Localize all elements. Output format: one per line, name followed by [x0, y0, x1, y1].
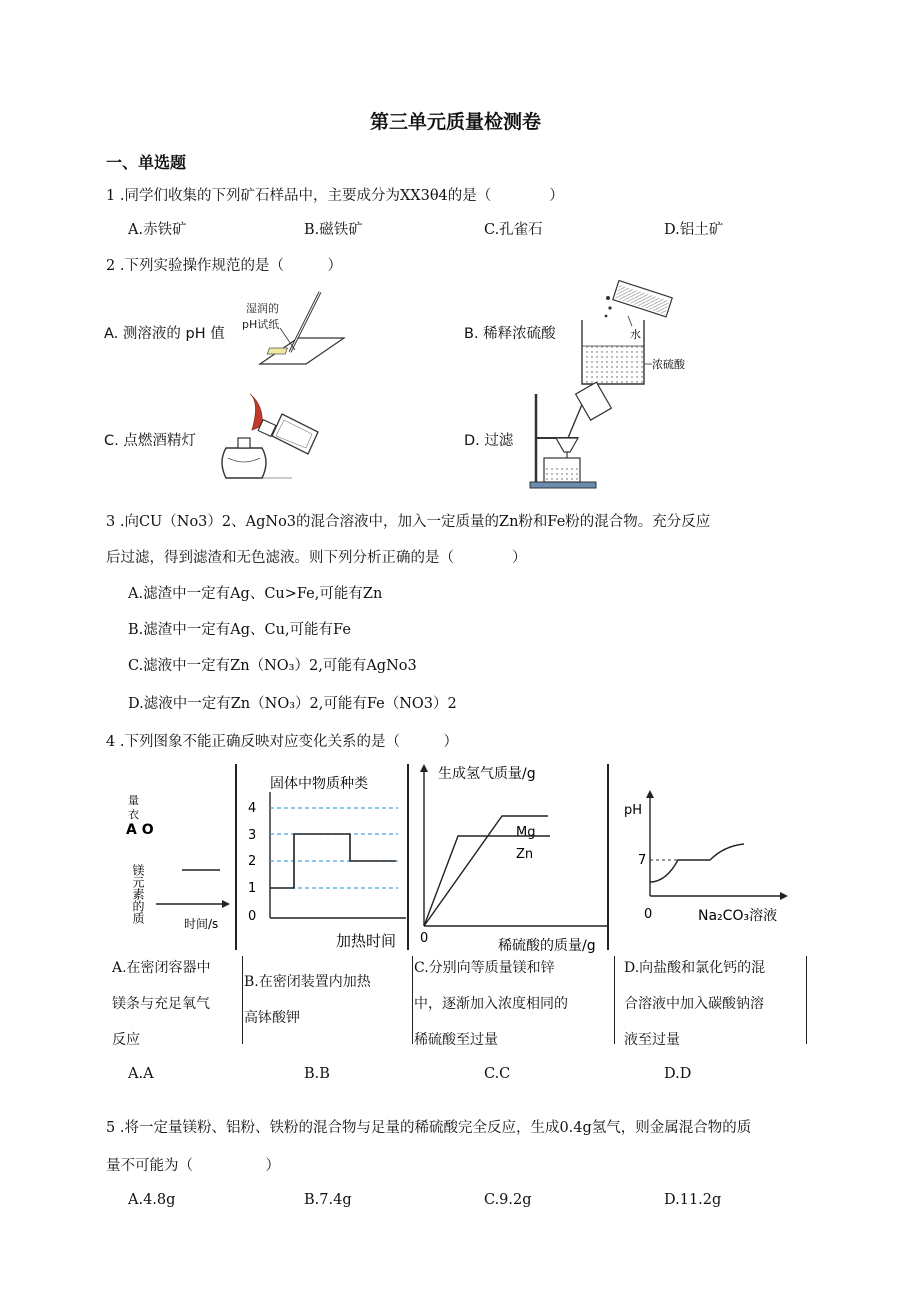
q4-stem: 4 .下列图象不能正确反映对应变化关系的是（ ） [106, 734, 458, 750]
alcohol-lamp-figure [212, 392, 330, 486]
water-label: 水 [630, 328, 641, 341]
graph-d [614, 786, 794, 934]
section-heading: 一、单选题 [106, 153, 187, 172]
caption-b [244, 964, 371, 1036]
caption-a [112, 950, 211, 1058]
graph-c-series-zn: Zn [516, 847, 534, 862]
caption-b-line: B.在密闭装置内加热 [244, 974, 371, 990]
filtration-figure [520, 382, 620, 492]
graph-d-ylabel: pH [624, 803, 643, 818]
caption-divider-4 [806, 956, 807, 1044]
graph-c-origin: 0 [420, 931, 429, 946]
q4-option-a[interactable]: A.A [128, 1066, 154, 1082]
caption-c [414, 950, 568, 1058]
q5-option-c[interactable]: C.9.2g [484, 1192, 532, 1208]
caption-c-line: 稀硫酸至过量 [414, 1032, 498, 1048]
graph-b-tick-3: 3 [248, 828, 257, 843]
graph-a-label-ao: A O [126, 822, 154, 838]
q3-stem-line2: 后过滤，得到滤渣和无色滤液。则下列分析正确的是（ ） [106, 550, 527, 566]
graph-a-label-elem: 镁元素的质 [131, 864, 145, 924]
q1-option-b[interactable]: B.磁铁矿 [304, 222, 363, 238]
divider-3 [607, 764, 609, 950]
graph-b-ylabel: 固体中物质种类 [270, 776, 368, 792]
caption-d-line: 液至过量 [624, 1032, 680, 1048]
graph-a-label-mid: 衣 [128, 808, 139, 821]
q5-option-b[interactable]: B.7.4g [304, 1192, 352, 1208]
caption-c-line: C.分别向等质量镁和锌 [414, 960, 555, 976]
q1-stem: 1 .同学们收集的下列矿石样品中，主要成分为XX3θ4的是（ ） [106, 188, 564, 204]
q2-option-b[interactable]: B. 稀释浓硫酸 [464, 326, 556, 342]
divider-2 [407, 764, 409, 950]
acid-label: 浓硫酸 [652, 358, 685, 371]
graph-b-tick-0: 0 [248, 909, 257, 924]
caption-divider-3 [614, 956, 615, 1044]
graph-c-series-mg: Mg [516, 825, 536, 840]
q2-option-c[interactable]: C. 点燃酒精灯 [104, 433, 196, 449]
q1-option-d[interactable]: D.铝土矿 [664, 222, 724, 238]
ph-label-2: pH试纸 [242, 318, 280, 331]
caption-d-line: 合溶液中加入碳酸钠溶 [624, 996, 764, 1012]
q1-option-c[interactable]: C.孔雀石 [484, 222, 543, 238]
caption-a-line: A.在密闭容器中 [112, 960, 211, 976]
caption-d-line: D.向盐酸和氯化钙的混 [624, 960, 766, 976]
graph-b-xlabel: 加热时间 [336, 932, 397, 950]
q4-option-c[interactable]: C.C [484, 1066, 511, 1082]
caption-a-line: 镁条与充足氧气 [112, 996, 210, 1012]
graph-b [240, 768, 410, 952]
caption-a-line: 反应 [112, 1032, 140, 1048]
caption-divider-2 [412, 956, 413, 1044]
ph-label-1: 湿润的 [246, 302, 279, 315]
q3-option-c[interactable]: C.滤液中一定有Zn（NO₃）2,可能有AgNo3 [128, 658, 417, 674]
divider-1 [235, 764, 237, 950]
q4-option-b[interactable]: B.B [304, 1066, 330, 1082]
graph-b-tick-2: 2 [248, 854, 257, 869]
q5-stem-line2: 量不可能为（ ） [106, 1158, 280, 1174]
ph-test-figure [240, 286, 350, 376]
q5-stem-line1: 5 .将一定量镁粉、铝粉、铁粉的混合物与足量的稀硫酸完全反应，生成0.4g氢气，则金属混合物的质 [106, 1120, 752, 1136]
q5-option-d[interactable]: D.11.2g [664, 1192, 722, 1208]
caption-d [624, 950, 765, 1058]
q2-option-a[interactable]: A. 测溶液的 pH 值 [104, 326, 225, 342]
graph-b-tick-1: 1 [248, 881, 257, 896]
q4-option-d[interactable]: D.D [664, 1066, 692, 1082]
q5-option-a[interactable]: A.4.8g [128, 1192, 176, 1208]
dilute-acid-figure [570, 280, 690, 388]
graph-a-label-top: 量 [128, 794, 139, 807]
caption-divider-1 [242, 956, 243, 1044]
q3-option-a[interactable]: A.滤渣中一定有Ag、Cu>Fe,可能有Zn [128, 586, 383, 602]
graph-c [412, 762, 612, 954]
graph-d-origin: 0 [644, 907, 653, 922]
graph-b-tick-4: 4 [248, 801, 257, 816]
graph-a [124, 782, 234, 942]
graph-c-ylabel: 生成氢气质量/g [438, 766, 536, 782]
caption-b-line: 高钵酸钾 [244, 1010, 300, 1026]
graph-d-level: 7 [638, 853, 647, 868]
q1-option-a[interactable]: A.赤铁矿 [128, 222, 187, 238]
q3-option-b[interactable]: B.滤渣中一定有Ag、Cu,可能有Fe [128, 622, 351, 638]
q2-stem: 2 .下列实验操作规范的是（ ） [106, 258, 342, 274]
caption-c-line: 中，逐渐加入浓度相同的 [414, 996, 568, 1012]
graph-c-xlabel: 稀硫酸的质量/g [498, 938, 596, 954]
graph-a-xlabel: 时间/s [184, 917, 219, 931]
q3-option-d[interactable]: D.滤液中一定有Zn（NO₃）2,可能有Fe（NO3）2 [128, 696, 457, 712]
page-title: 第三单元质量检测卷 [370, 111, 542, 133]
q2-option-d[interactable]: D. 过滤 [464, 433, 514, 449]
graph-d-xlabel: Na₂CO₃溶液 [698, 908, 778, 924]
q3-stem-line1: 3 .向CU（No3）2、AgNo3的混合溶液中，加入一定质量的Zn粉和Fe粉的混合物。充分反应 [106, 514, 711, 530]
